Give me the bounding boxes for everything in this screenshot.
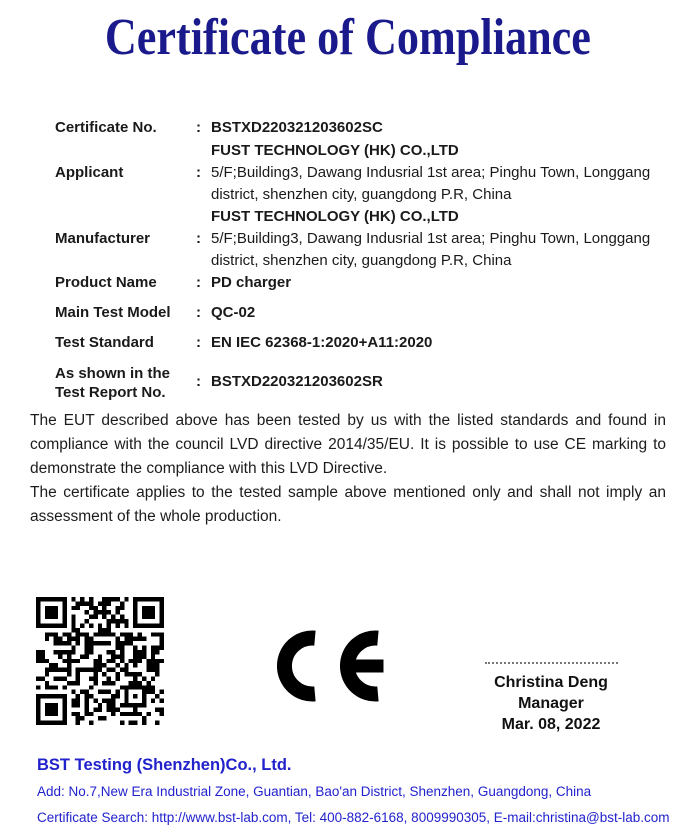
signature-date: Mar. 08, 2022: [501, 716, 601, 733]
main-test-model: QC-02: [211, 304, 256, 321]
signatory-name: Christina Deng: [494, 674, 608, 691]
production-statement: The certificate applies to the tested sample above mentioned only and shall not imply an assessment of the whole production.: [30, 484, 666, 525]
field-colon: :: [196, 230, 201, 247]
manufacturer-company: FUST TECHNOLOGY (HK) CO.,LTD: [211, 208, 459, 225]
manufacturer-address-line: 5/F;Building3, Dawang Indusrial 1st area; Pinghu Town, Longgang: [211, 230, 651, 247]
field-label: [55, 362, 196, 402]
test-report-number: BSTXD220321203602SR: [211, 373, 383, 390]
field-label-line: As shown in the: [55, 365, 171, 382]
field-label: Certificate No.: [55, 119, 157, 136]
footer-search-info: Certificate Search: http://www.bst-lab.com, Tel: 400-882-6168, 8009990305, E-mail:christina@bst-lab.com: [37, 810, 670, 825]
field-colon: :: [196, 334, 201, 351]
field-label: Manufacturer: [55, 230, 151, 247]
field-value: [211, 332, 667, 354]
field-colon: :: [196, 119, 201, 136]
field-value: [211, 206, 667, 272]
field-colon: :: [196, 304, 201, 321]
field-label: Applicant: [55, 164, 124, 181]
field-label: Main Test Model: [55, 304, 171, 321]
applicant-address-line: 5/F;Building3, Dawang Indusrial 1st area; Pinghu Town, Longgang: [211, 164, 651, 181]
field-row-applicant: [55, 140, 667, 206]
product-name: PD charger: [211, 274, 292, 291]
signatory-role: Manager: [518, 695, 584, 712]
qr-code-icon: [36, 597, 164, 725]
compliance-statement: The EUT described above has been tested by us with the listed standards and found in compliance with the council LVD directive 2014/35/EU. It is possible to use CE marking to demonstrate the compliance with this LVD Directive.: [30, 412, 666, 477]
field-row-certificate-no: [55, 117, 667, 139]
field-row-test-report-no: [55, 362, 667, 402]
field-value: [211, 272, 667, 294]
field-row-main-test-model: [55, 302, 667, 324]
test-standard: EN IEC 62368-1:2020+A11:2020: [211, 334, 433, 351]
compliance-notice: [30, 409, 666, 529]
applicant-address-line: district, shenzhen city, guangdong P.R, China: [211, 186, 512, 203]
field-colon: :: [196, 274, 201, 291]
manufacturer-address-line: district, shenzhen city, guangdong P.R, China: [211, 252, 512, 269]
signature-dotted-line: [485, 662, 618, 664]
field-value: [211, 362, 667, 393]
issuer-footer: [37, 755, 677, 826]
footer-company-name: BST Testing (Shenzhen)Co., Ltd.: [37, 756, 292, 774]
field-value: [211, 117, 667, 139]
field-colon: :: [196, 164, 201, 181]
field-label: Product Name: [55, 274, 157, 291]
field-row-product-name: [55, 272, 667, 294]
field-row-test-standard: [55, 332, 667, 354]
signature-block: [471, 662, 631, 735]
applicant-company: FUST TECHNOLOGY (HK) CO.,LTD: [211, 142, 459, 159]
field-label-line: Test Report No.: [55, 384, 166, 401]
field-value: [211, 302, 667, 324]
page-title: Certificate of Compliance: [104, 9, 591, 66]
certificate-fields: [55, 117, 667, 402]
field-value: [211, 140, 667, 206]
ce-mark-icon: [277, 628, 384, 704]
field-colon: :: [196, 373, 201, 390]
field-row-manufacturer: [55, 206, 667, 272]
certificate-number: BSTXD220321203602SC: [211, 119, 383, 136]
field-label: Test Standard: [55, 334, 154, 351]
footer-address: Add: No.7,New Era Industrial Zone, Guantian, Bao'an District, Shenzhen, Guangdong, China: [37, 784, 592, 799]
